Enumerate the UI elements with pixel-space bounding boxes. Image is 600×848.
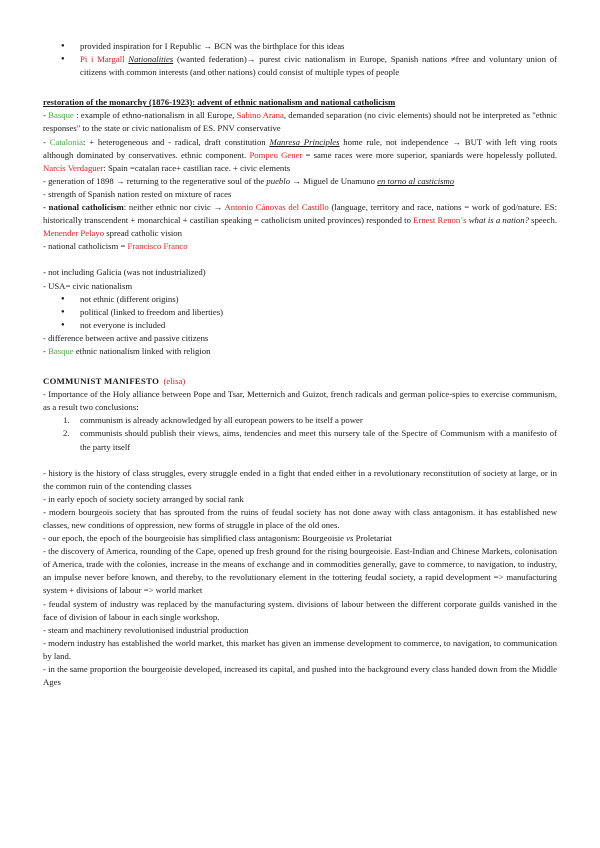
- book-title: Manresa Principles: [269, 136, 340, 147]
- list-item: ● not everyone is included: [43, 319, 557, 332]
- paragraph: - modern bourgeois society that has sprouted from the ruins of feudal society has not done away with class antagonism. it has established new classes, new conditions of oppression, new forms of struggle in place of the old ones.: [43, 506, 557, 530]
- person-name: Menender Pelayo: [43, 228, 105, 239]
- author-tag: (elisa): [163, 376, 186, 387]
- person-name: Francisco Franco: [127, 241, 188, 252]
- paragraph: - Catalonia: + heterogeneous and - radical, draft constitution Manresa Principles home rule, not independence → BUT with left ving roots although dominated by conservatives. ethnic component. Pompeu Gener = same races were more superior, spaniards were hopelessly polluted. Narcís Verdaguer: Spain =catalan race+ castilian race. + civic elements: [43, 136, 557, 173]
- speech-title: what is a nation?: [468, 215, 529, 226]
- book-title: en torno al casticismo: [377, 175, 455, 186]
- paragraph: - our epoch, the epoch of the bourgeoisie has simplified class antagonism: Bourgeoisie vs Proletariat: [43, 533, 392, 544]
- person-name: Antonio Cánovas del Castillo: [224, 202, 329, 213]
- paragraph: - difference between active and passive citizens: [43, 332, 209, 343]
- list-item: ● Pi i Margall Nationalities (wanted federation)→ purest civic nationalism in Europe, Spanish nations ≠free and voluntary union of citizens with common interests (and other nations) could consist of multiple types of people: [43, 53, 557, 79]
- person-name: Sabino Arana: [236, 110, 284, 121]
- section-title-restoration: restoration of the monarchy (1876-1923): advent of ethnic nationalism and national catholicism: [43, 97, 396, 108]
- list-item: 1. communism is already acknowledged by all european powers to be itself a power: [63, 415, 363, 426]
- civic-bullet-list: [43, 293, 557, 332]
- paragraph: - Basque ethnic nationalism linked with religion: [43, 345, 211, 356]
- paragraph: - strength of Spanish nation rested on mixture of races: [43, 188, 232, 199]
- paragraph: - modern industry has established the world market, this market has given an immense development to commerce, to navigation, to communication by land.: [43, 637, 557, 661]
- region-basque: Basque: [48, 345, 74, 356]
- section-title-manifesto: COMMUNIST MANIFESTO (elisa): [43, 376, 186, 387]
- list-item: ● not ethnic (different origins): [43, 293, 557, 306]
- paragraph: - Importance of the Holy alliance between Pope and Tsar, Metternich and Guizot, french radicals and german police-spies to exercise communism, as a result two conclusions:: [43, 389, 557, 413]
- list-item: ● political (linked to freedom and liberties): [43, 306, 557, 319]
- paragraph: - the discovery of America, rounding of the Cape, opened up fresh ground for the rising bourgeoisie. East-Indian and Chinese Markets, colonisation of America, trade with the colonies, increase in the means of exchange and in commodities generally, gave to commerce, to navigation, to industry, an impulse never before known, and thereby, to the revolutionary element in the tottering feudal society, a rapid development => manufacturing system + divisions of labour => world market: [43, 546, 557, 596]
- list-item: 2. communists should publish their views, aims, tendencies and meet this nursery tale of the Spectre of Communism with a manifesto of the party itself: [63, 428, 557, 452]
- paragraph: - history is the history of class struggles, every struggle ended in a fight that ended either in a revolutionary reconstitution of society at large, or in the common ruin of the contending classes: [43, 467, 557, 491]
- paragraph: - in the same proportion the bourgeoisie developed, increased its capital, and pushed into the background every class handed down from the Middle Ages: [43, 664, 557, 688]
- paragraph: - steam and machinery revolutionised industrial production: [43, 624, 249, 635]
- paragraph: - feudal system of industry was replaced by the manufacturing system. divisions of labour between the different corporate guilds vanished in the face of division of labour in each single workshop.: [43, 598, 557, 622]
- region-catalonia: Catalonia: [49, 136, 83, 147]
- person-name: Pi i Margall: [80, 54, 125, 65]
- paragraph: - generation of 1898 → returning to the regenerative soul of the pueblo → Miguel de Unamuno en torno al casticismo: [43, 175, 455, 186]
- paragraph: - Basque : example of ethno-nationalism in all Europe, Sabino Arana, demanded separation (no civic elements) should not be interpreted as "ethnic responses" to the state or civic nationalism of ES. PNV conservative: [43, 110, 557, 134]
- paragraph: - USA= civic nationalism: [43, 280, 133, 291]
- top-bullet-list: [43, 40, 557, 79]
- paragraph: - national catholicism: neither ethnic nor civic → Antonio Cánovas del Castillo (language, territory and race, nations = work of god/nature. ES: historically transcendent + monarchical + castilian speaking = catholicism united provinces) responded to Ernest Renon´s what is a nation? speech. Menender Pelayo spread catholic vision: [43, 202, 558, 239]
- person-name: Ernest Renon´s: [413, 215, 467, 226]
- paragraph: - national catholicism = Francisco Franco: [43, 241, 188, 252]
- list-item: ● provided inspiration for I Republic → BCN was the birthplace for this ideas: [43, 40, 557, 53]
- paragraph: - not including Galicia (was not industrialized): [43, 267, 206, 278]
- region-basque: Basque: [48, 110, 74, 121]
- person-name: Pompeu Gener: [249, 149, 303, 160]
- paragraph: - in early epoch of society society arranged by social rank: [43, 493, 244, 504]
- book-title: Nationalities: [128, 54, 174, 65]
- numbered-list: [43, 414, 557, 453]
- person-name: Narcís Verdaguer: [43, 162, 104, 173]
